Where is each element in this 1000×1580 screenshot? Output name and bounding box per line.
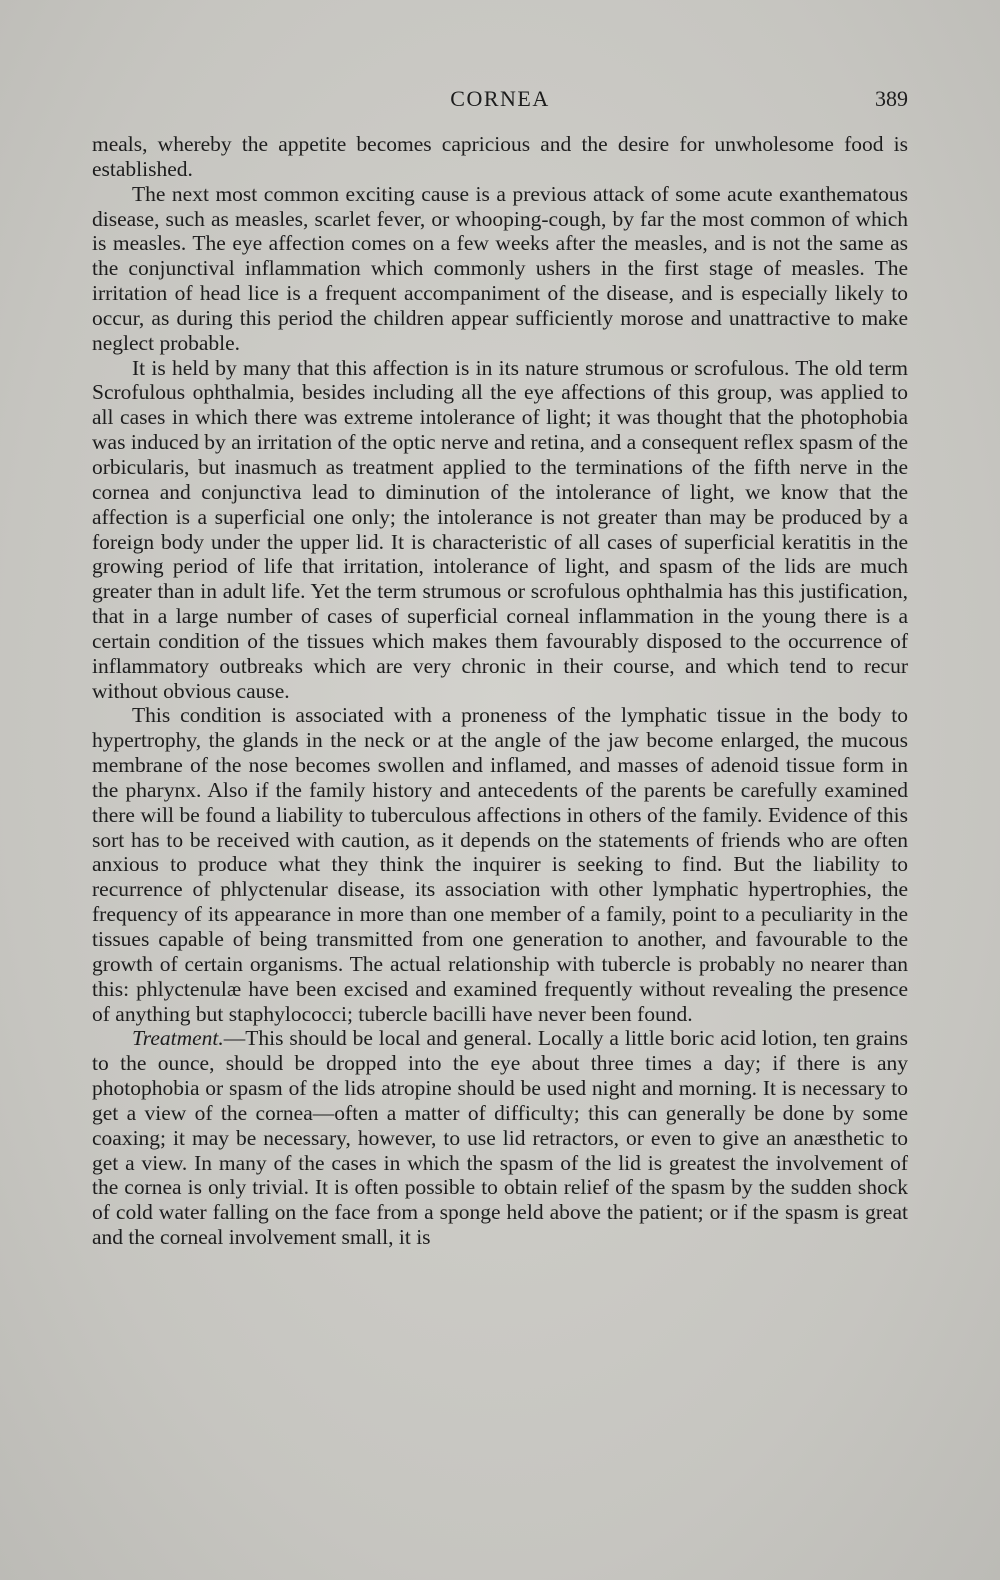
treatment-text: —This should be local and general. Locally a little boric acid lotion, ten grains to the ounce, should be dropped into the eye about three times a day; if there is any photophobia or spasm of the lids atropine should be used night and morning. It is necessary to get a view of the cornea—often a matter of difficulty; this can generally be done by some coaxing; it may be necessary, however, to use lid retractors, or even to give an anæsthetic to get a view. In many of the cases in which the spasm of the lid is greatest the involvement of the cornea is only trivial. It is often possible to obtain relief of the spasm by the sudden shock of cold water falling on the face from a sponge held above the patient; or if the spasm is great and the corneal involvement small, it is bbox=[92, 1026, 908, 1250]
paragraph-exciting-cause: The next most common exciting cause is a previous attack of some acute exanthematous disease, such as measles, scarlet fever, or whooping-cough, by far the most common of which is measles. The eye affection comes on a few weeks after the measles, and is not the same as the conjunctival inflammation which commonly ushers in the first stage of measles. The irritation of head lice is a frequent accompaniment of the disease, and is especially likely to occur, as during this period the children appear sufficiently morose and unattractive to make neglect probable. bbox=[92, 181, 908, 355]
running-title: CORNEA bbox=[450, 86, 550, 111]
body-text bbox=[92, 132, 908, 1250]
paragraph-strumous-nature: It is held by many that this affection is in its nature strumous or scrofulous. The old term Scrofulous ophthalmia, besides including all the eye affections of this group, was applied to all cases in which there was extreme intolerance of light; it was thought that the photophobia was induced by an irritation of the optic nerve and retina, and a consequent reflex spasm of the orbicularis, but inasmuch as treatment applied to the terminations of the fifth nerve in the cornea and conjunctiva lead to diminution of the intolerance of light, we know that the affection is a superficial one only; the intolerance is not greater than may be produced by a foreign body under the upper lid. It is characteristic of all cases of superficial keratitis in the growing period of life that irritation, intolerance of light, and spasm of the lids are much greater than in adult life. Yet the term strumous or scrofulous ophthalmia has this justification, that in a large number of cases of superficial corneal inflammation in the young there is a certain condition of the tissues which makes them favourably disposed to the occurrence of inflammatory outbreaks which are very chronic in their course, and which tend to recur without obvious cause. bbox=[92, 355, 908, 703]
treatment-heading: Treatment. bbox=[132, 1026, 224, 1051]
paragraph-treatment bbox=[92, 1026, 908, 1250]
page-number: 389 bbox=[875, 86, 908, 111]
paragraph-continuation: meals, whereby the appetite becomes capricious and the desire for unwholesome food is established. bbox=[92, 132, 908, 181]
paragraph-lymphatic-condition: This condition is associated with a proneness of the lymphatic tissue in the body to hypertrophy, the glands in the neck or at the angle of the jaw become enlarged, the mucous membrane of the nose becomes swollen and inflamed, and masses of adenoid tissue form in the pharynx. Also if the family history and antecedents of the parents be carefully examined there will be found a liability to tuberculous affections in others of the family. Evidence of this sort has to be received with caution, as it depends on the statements of friends who are often anxious to produce what they think the inquirer is seeking to find. But the liability to recurrence of phlyctenular disease, its association with other lymphatic hypertrophies, the frequency of its appearance in more than one member of a family, point to a peculiarity in the tissues capable of being transmitted from one generation to another, and favourable to the growth of certain organisms. The actual relationship with tubercle is probably no nearer than this: phlyctenulæ have been excised and examined frequently without revealing the presence of anything but staphylococci; tubercle bacilli have never been found. bbox=[92, 703, 908, 1026]
running-header bbox=[0, 86, 1000, 116]
